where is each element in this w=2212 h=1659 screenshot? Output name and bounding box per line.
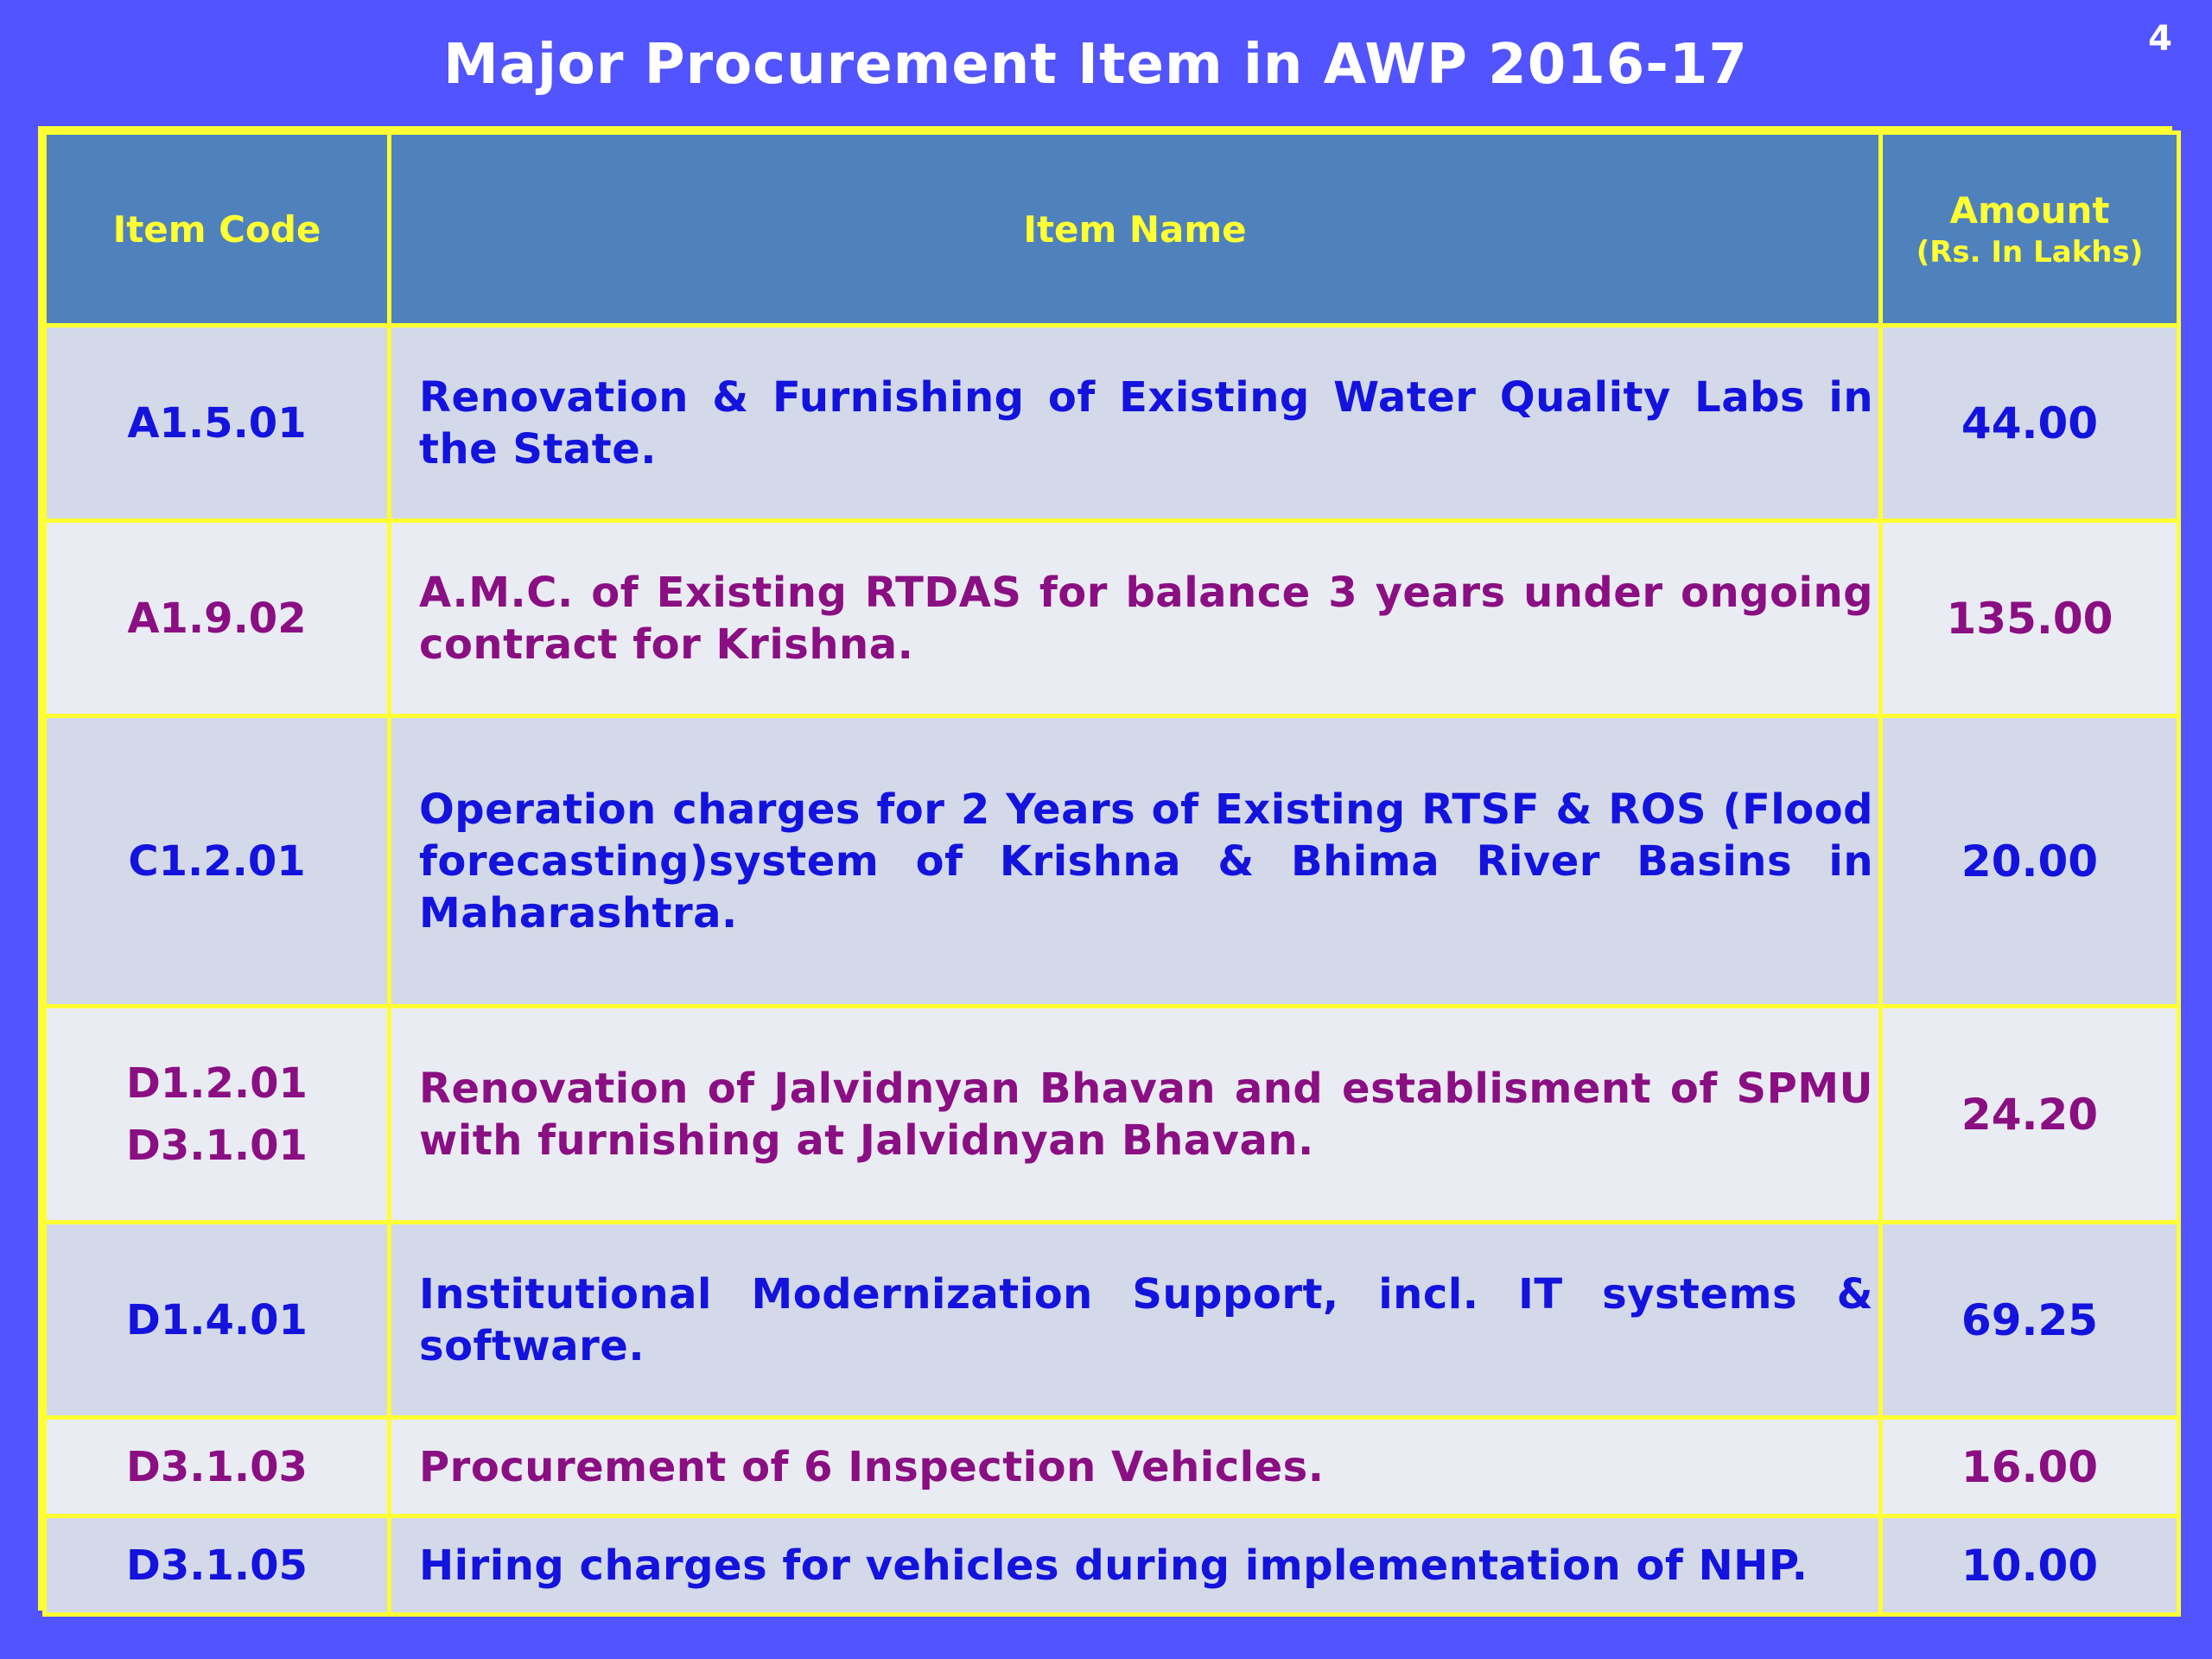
procurement-table: [42, 130, 2181, 1617]
procurement-table-container: [38, 126, 2172, 1611]
table-row: [45, 521, 2179, 716]
header-amount: [1881, 133, 2179, 326]
item-amount-cell: 10.00: [1881, 1516, 2179, 1615]
item-code-cell: [45, 716, 390, 1007]
item-amount-cell: 44.00: [1881, 326, 2179, 521]
item-code: D1.4.01: [126, 1295, 308, 1344]
item-amount-cell: 135.00: [1881, 521, 2179, 716]
item-code: D3.1.05: [126, 1541, 308, 1590]
item-name-cell: A.M.C. of Existing RTDAS for balance 3 years under ongoing contract for Krishna.: [390, 521, 1881, 716]
item-name-cell: Institutional Modernization Support, incl. IT systems & software.: [390, 1223, 1881, 1418]
item-name-cell: Operation charges for 2 Years of Existing RTSF & ROS (Flood forecasting)system of Krishna & Bhima River Basins in Maharashtra.: [390, 716, 1881, 1007]
item-code-cell: [45, 326, 390, 521]
item-code-cell: [45, 1418, 390, 1516]
header-item-code: Item Code: [45, 133, 390, 326]
slide-title: Major Procurement Item in AWP 2016-17: [443, 33, 1748, 97]
item-amount-cell: 20.00: [1881, 716, 2179, 1007]
header-amount-unit: (Rs. In Lakhs): [1916, 234, 2144, 270]
item-code-cell: [45, 521, 390, 716]
item-name-cell: Hiring charges for vehicles during implementation of NHP.: [390, 1516, 1881, 1615]
item-code-cell: [45, 1223, 390, 1418]
item-amount-cell: 24.20: [1881, 1007, 2179, 1223]
item-code: D3.1.03: [126, 1442, 308, 1491]
item-code: D3.1.01: [126, 1121, 308, 1170]
item-amount-cell: 16.00: [1881, 1418, 2179, 1516]
item-name-cell: Procurement of 6 Inspection Vehicles.: [390, 1418, 1881, 1516]
item-name-cell: Renovation & Furnishing of Existing Water Quality Labs in the State.: [390, 326, 1881, 521]
table-row: [45, 1007, 2179, 1223]
item-name-cell: Renovation of Jalvidnyan Bhavan and establisment of SPMU with furnishing at Jalvidnyan Bhavan.: [390, 1007, 1881, 1223]
table-row: [45, 326, 2179, 521]
header-amount-label: Amount: [1949, 188, 2110, 232]
item-code: D1.2.01: [126, 1058, 308, 1108]
table-row: [45, 1418, 2179, 1516]
item-code-cell: [45, 1516, 390, 1615]
item-code: A1.5.01: [127, 398, 307, 448]
slide-number: 4: [2148, 19, 2172, 59]
table-row: [45, 1516, 2179, 1615]
header-item-name: Item Name: [390, 133, 1881, 326]
item-code: C1.2.01: [128, 836, 306, 886]
table-row: [45, 1223, 2179, 1418]
item-code: A1.9.02: [127, 594, 307, 643]
table-row: [45, 716, 2179, 1007]
table-header-row: [45, 133, 2179, 326]
item-amount-cell: 69.25: [1881, 1223, 2179, 1418]
item-code-cell: [45, 1007, 390, 1223]
